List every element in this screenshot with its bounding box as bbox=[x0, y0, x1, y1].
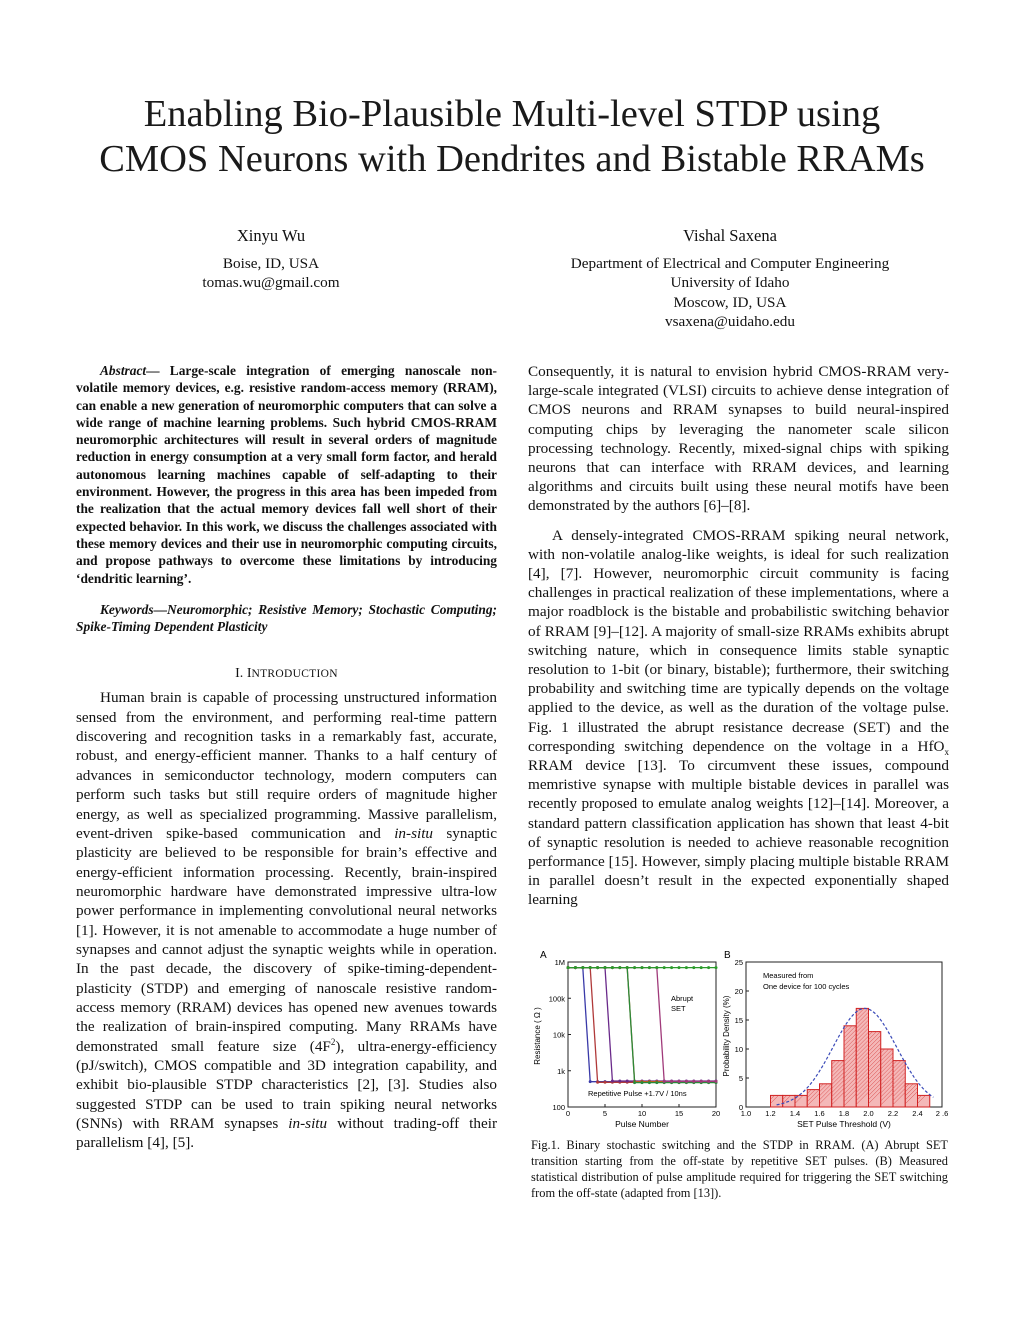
panel-a-xtick-label: 5 bbox=[602, 1109, 608, 1118]
intro-text: without trading-off their parallelism [4], [5]. bbox=[76, 1115, 497, 1152]
panel-a-xticks bbox=[566, 1104, 720, 1118]
panel-b-ytick-label: 0 bbox=[738, 1103, 743, 1112]
panel-a-point bbox=[618, 1080, 621, 1083]
panel-a-annotation: Abrupt bbox=[671, 994, 694, 1003]
panel-b-bars bbox=[771, 1008, 930, 1107]
author-email: tomas.wu@gmail.com bbox=[202, 274, 340, 291]
panel-a-point bbox=[685, 1080, 688, 1083]
panel-b-yticks bbox=[735, 958, 749, 1112]
intro-italic: in-situ bbox=[288, 1115, 328, 1133]
panel-a-series-line bbox=[568, 968, 716, 1082]
author-affiliation: Department of Electrical and Computer Engineering bbox=[570, 254, 890, 272]
panel-a-point bbox=[663, 966, 666, 969]
panel-a-ytick-label: 10k bbox=[552, 1030, 565, 1040]
intro-text: Human brain is capable of processing unstructured information sensed from the environment, and performing real-time pattern discovering and recognition tasks in a remarkably fast, accurate, robust, and energy-efficient manner. Thanks to a half century of advances in semiconductor technology, modern computers can perform such tasks but still require orders of magnitude higher energy, as well as specialized programming. Massive parallelism, event-driven spike-based communication and bbox=[76, 689, 497, 842]
panel-a-point bbox=[626, 1080, 629, 1083]
panel-b-xtick-label: 1.6 bbox=[814, 1109, 825, 1118]
panel-a-point bbox=[700, 966, 703, 969]
panel-a-point bbox=[655, 966, 658, 969]
author-email: vsaxena@uidaho.edu bbox=[665, 313, 795, 330]
panel-a-xtick-label: 15 bbox=[674, 1109, 684, 1118]
panel-a-series bbox=[567, 966, 718, 1084]
panel-a-point bbox=[692, 1080, 695, 1083]
panel-b-bar bbox=[820, 1084, 832, 1107]
figure-1 bbox=[520, 944, 950, 1134]
panel-a-point bbox=[581, 966, 584, 969]
panel-a-point bbox=[574, 966, 577, 969]
panel-b-annotation: One device for 100 cycles bbox=[763, 982, 850, 991]
panel-a-point bbox=[678, 966, 681, 969]
panel-a-frame bbox=[568, 962, 716, 1107]
panel-a-ytick-label: 100 bbox=[552, 1103, 565, 1112]
author-affiliation: University of Idaho bbox=[670, 274, 790, 291]
author-block-2 bbox=[530, 226, 930, 332]
paragraph: Consequently, it is natural to envision hybrid CMOS-RRAM very-large-scale integrated (VLSI) circuits to achieve dense integration of CMOS neurons and RRAM synapses to build neural-inspired computing chips by leveraging the nanometer scale silicon processing technology. Recently, mixed-signal chips with spiking neurons that can interface with RRAM devices, and learning algorithms and circuits built using these neural motifs have been demonstrated by the authors [6]–[8]. bbox=[528, 363, 949, 515]
panel-a-point bbox=[596, 1081, 599, 1084]
panel-b-annotation: Measured from bbox=[763, 971, 814, 980]
panel-a-ytick-label: 1k bbox=[557, 1066, 565, 1076]
section-number: I. bbox=[235, 666, 247, 682]
panel-a-point bbox=[618, 966, 621, 969]
panel-b-xtick-label: 2 .6 bbox=[935, 1109, 949, 1118]
panel-a-annotation: SET bbox=[671, 1004, 686, 1013]
panel-a-point bbox=[648, 966, 651, 969]
panel-a-point bbox=[604, 966, 607, 969]
panel-b-ytick-label: 20 bbox=[734, 987, 743, 996]
keywords: Keywords—Neuromorphic; Resistive Memory; Stochastic Computing; Spike-Timing Dependent Plasticity bbox=[76, 601, 497, 635]
panel-a-xtick-label: 0 bbox=[565, 1109, 571, 1118]
superscript: 2 bbox=[330, 1036, 336, 1047]
panel-a-point bbox=[633, 966, 636, 969]
panel-b-xtick-label: 2.0 bbox=[863, 1109, 874, 1118]
abstract bbox=[76, 362, 497, 587]
panel-a-point bbox=[633, 1081, 636, 1084]
panel-a-point bbox=[604, 1081, 607, 1084]
panel-a-point bbox=[670, 1080, 673, 1083]
panel-a-point bbox=[692, 966, 695, 969]
figure-caption: Fig.1. Binary stochastic switching and the STDP in RRAM. (A) Abrupt SET transition starting from the off-state by repetitive SET pulses. (B) Measured statistical distribution of pulse amplitude required for triggering the SET switching from the off-state (adapted from [13]). bbox=[531, 1138, 948, 1200]
panel-b-bar bbox=[893, 1061, 905, 1107]
panel-a-ytick-label: 1M bbox=[554, 958, 565, 967]
abstract-label: Abstract bbox=[100, 363, 147, 378]
panel-b-bar bbox=[832, 1061, 844, 1107]
panel-a-point bbox=[626, 966, 629, 969]
intro-paragraph bbox=[76, 688, 497, 1152]
panel-a-point bbox=[700, 1080, 703, 1083]
title-line-1: Enabling Bio-Plausible Multi-level STDP using bbox=[143, 93, 881, 135]
panel-a-pulse-label: Repetitive Pulse +1.7V / 10ns bbox=[588, 1089, 687, 1098]
panel-b-ylabel: Probability Density (%) bbox=[722, 995, 731, 1077]
author-affiliation: Boise, ID, USA bbox=[222, 254, 320, 272]
panel-a-series-line bbox=[568, 968, 716, 1083]
panel-b-ytick-label: 15 bbox=[734, 1016, 743, 1025]
panel-a-xlabel: Pulse Number bbox=[615, 1119, 669, 1129]
paragraph-text: A densely-integrated CMOS-RRAM spiking neural network, with non-volatile analog-like weights, is ideal for such realization [4], [7]. However, neuromorphic circuit community is facing challenges in practical realization of these implementations, where a major roadblock is the bistable and probabilistic switching behavior of RRAM [9]–[12]. A majority of small-size RRAMs exhibits abrupt switching nature, which in consequence limits stable synaptic resolution to 1-bit (or binary, bistable); furthermore, their switching probability and switching time are typically depends on the voltage applied to the device, as well as the duration of the voltage pulse. Fig. 1 illustrated the abrupt resistance decrease (SET) and the corresponding switching dependence on the voltage in a HfO bbox=[528, 526, 949, 755]
panel-a-point bbox=[715, 966, 718, 969]
panel-a-point bbox=[611, 1080, 614, 1083]
panel-a-point bbox=[685, 966, 688, 969]
panel-a-point bbox=[648, 1081, 651, 1084]
panel-a-label: A bbox=[540, 950, 547, 961]
intro-text: ), ultra-energy-efficiency (pJ/switch), CMOS compatible and 3D integration capability, and exhibit bio-plausible STDP characteristics [2], [3]. Studies also suggested STDP can be used to train spiking neural networks (SNNs) with RRAM synapses bbox=[76, 1037, 497, 1133]
panel-a-point bbox=[707, 966, 710, 969]
panel-a-ylabel: Resistance ( Ω ) bbox=[533, 1007, 542, 1065]
right-column bbox=[528, 362, 949, 920]
panel-a-point bbox=[678, 1080, 681, 1083]
panel-b-ytick-label: 25 bbox=[734, 958, 743, 967]
panel-a-xtick-label: 10 bbox=[637, 1109, 647, 1118]
panel-b-xtick-label: 2.2 bbox=[887, 1109, 899, 1118]
panel-b-bar bbox=[807, 1090, 819, 1107]
intro-text: synaptic plasticity are believed to be responsible for brain’s effective and energy-efficient information processing. Recently, brain-inspired neuromorphic hardware have demonstrated impressive ultra-low power performance in implementing convolutional neural networks [1]. However, it is not amenable to accommodate a huge number of synapses and cannot adjust the synaptic weights while in operation. In the past decade, the discovery of spike-timing-dependent-plasticity (STDP) and emerging of nanoscale resistive random-access memory (RRAM) devices has opened new avenues towards the realization of brain-inspired computing. Many RRAMs have demonstrated small feature size (4F bbox=[76, 824, 497, 1055]
panel-a-ytick-label: 100k bbox=[548, 994, 565, 1004]
left-column bbox=[76, 362, 497, 1153]
paragraph-text: RRAM device [13]. To circumvent these issues, compound memristive synapse with multiple bistable devices in parallel was recently proposed to emulate analog weights [12]–[14]. Moreover, a standard pattern classification application has shown that least 4-bit of synaptic resolution is needed to achieve reasonable recognition performance [15]. However, simply placing multiple bistable RRAM in parallel doesn’t result in the expected exponentially shaped learning bbox=[528, 757, 949, 909]
author-block-1 bbox=[141, 226, 401, 293]
panel-a-series-line bbox=[568, 968, 716, 1081]
panel-a-series-line bbox=[568, 968, 716, 1083]
panel-a-point bbox=[589, 1080, 592, 1083]
panel-b-xlabel: SET Pulse Threshold (V) bbox=[797, 1119, 891, 1129]
panel-a-point bbox=[596, 966, 599, 969]
panel-a-series-line bbox=[568, 968, 716, 1082]
panel-a-point bbox=[655, 1081, 658, 1084]
abstract-dash: — bbox=[146, 363, 170, 378]
section-first-letter: I bbox=[246, 666, 252, 682]
section-heading bbox=[76, 666, 497, 682]
panel-a-point bbox=[663, 1080, 666, 1083]
subscript: x bbox=[944, 746, 949, 757]
intro-italic: in-situ bbox=[394, 824, 434, 842]
panel-a-point bbox=[641, 1081, 644, 1084]
abstract-text: Large-scale integration of emerging nanoscale non-volatile memory devices, e.g. resistive random-access memory (RRAM), can enable a new generation of neuromorphic computers that can solve a wide range of machine learning problems. Such hybrid CMOS-RRAM neuromorphic architectures will result in several orders of magnitude reduction in energy consumption at a very small form factor, and herald autonomous learning machines capable of self-adapting to their environment. However, the progress in this area has been impeded from the realization that the actual memory devices fall well short of their expected behavior. In this work, we discuss the challenges associated with these memory devices and their use in neuromorphic computing circuits, and propose pathways to overcome these limitations by introducing ‘dendritic learning’. bbox=[76, 363, 497, 586]
panel-a-point bbox=[589, 966, 592, 969]
panel-b-xtick-label: 1.8 bbox=[838, 1109, 850, 1118]
panel-a-point bbox=[567, 966, 570, 969]
panel-a-series-line bbox=[568, 968, 716, 1082]
panel-a-point bbox=[715, 1080, 718, 1083]
panel-b-bar bbox=[905, 1084, 917, 1107]
panel-a-xtick-label: 20 bbox=[711, 1109, 721, 1118]
author-name: Xinyu Wu bbox=[236, 226, 306, 245]
section-title-rest: NTRODUCTION bbox=[251, 668, 338, 681]
panel-b-xtick-label: 1.4 bbox=[789, 1109, 801, 1118]
panel-b-label: B bbox=[724, 950, 731, 961]
author-affiliation: Moscow, ID, USA bbox=[673, 293, 787, 311]
title-line-2: CMOS Neurons with Dendrites and Bistable RRAMs bbox=[99, 138, 925, 180]
panel-a-point bbox=[641, 966, 644, 969]
panel-a-point bbox=[611, 966, 614, 969]
author-name: Vishal Saxena bbox=[683, 226, 777, 245]
panel-b-xtick-label: 1.0 bbox=[740, 1109, 752, 1118]
panel-b-ytick-label: 5 bbox=[738, 1074, 743, 1083]
panel-a-point bbox=[670, 966, 673, 969]
paper-title bbox=[40, 92, 984, 182]
panel-b-bar bbox=[844, 1026, 856, 1107]
panel-b-xtick-label: 1.2 bbox=[765, 1109, 776, 1118]
panel-b-xtick-label: 2.4 bbox=[912, 1109, 923, 1118]
panel-b-ytick-label: 10 bbox=[734, 1045, 743, 1054]
panel-a-point bbox=[707, 1080, 710, 1083]
panel-b-bar bbox=[881, 1049, 893, 1107]
paragraph bbox=[528, 526, 949, 910]
